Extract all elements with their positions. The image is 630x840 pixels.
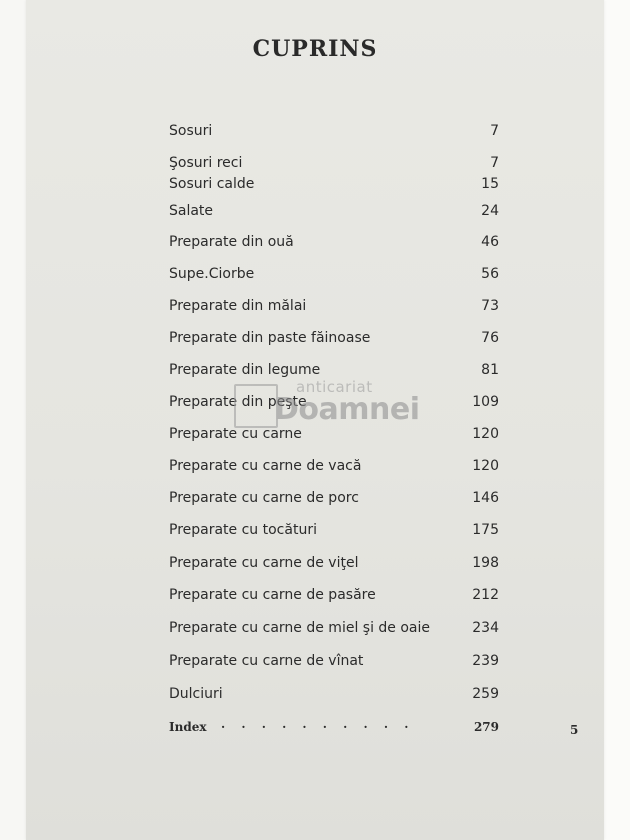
- book-page: [26, 0, 604, 840]
- toc-entry-label: Preparate din legume: [169, 362, 321, 378]
- toc-entry-label: Sosuri calde: [169, 176, 255, 192]
- watermark-main-text: Doamnei: [274, 392, 420, 427]
- toc-entry-page: 212: [472, 587, 499, 603]
- toc-entry-page: 76: [481, 330, 499, 346]
- toc-entry-page: 234: [472, 620, 499, 636]
- toc-entry-page: 198: [472, 555, 499, 571]
- toc-entry-page: 24: [481, 203, 499, 219]
- toc-entry-label: Preparate cu carne de viţel: [169, 555, 359, 571]
- dot-leader: . . . . . . . . . .: [221, 717, 415, 731]
- toc-entry-page: 7: [490, 155, 499, 171]
- toc-entry-page: 15: [481, 176, 499, 192]
- toc-entry-label: Salate: [169, 203, 214, 219]
- page-number: 5: [570, 723, 579, 737]
- toc-entry-page: 175: [472, 522, 499, 538]
- toc-entry-label: Preparate cu carne de vacă: [169, 458, 362, 474]
- toc-entry-label: Preparate din paste făinoase: [169, 330, 371, 346]
- page-title: CUPRINS: [252, 36, 378, 62]
- toc-entry-page: 46: [481, 234, 499, 250]
- toc-entry-page: 56: [481, 266, 499, 282]
- page-edge: [0, 0, 26, 840]
- toc-entry-label: Preparate din peşte: [169, 394, 307, 410]
- watermark-logo: [234, 378, 424, 426]
- toc-entry-page: 259: [472, 686, 499, 702]
- toc-entry-label: Preparate cu carne de porc: [169, 490, 359, 506]
- toc-entry-label: Preparate cu carne: [169, 426, 302, 442]
- toc-entry-label: Supe.Ciorbe: [169, 266, 255, 282]
- toc-entry-page: 120: [472, 426, 499, 442]
- watermark-top-text: anticariat: [296, 378, 373, 396]
- toc-entry-page: 239: [472, 653, 499, 669]
- toc-entry-label: Preparate cu tocături: [169, 522, 317, 538]
- toc-entry-page: 7: [490, 123, 499, 139]
- toc-entry-label: Preparate din mălai: [169, 298, 307, 314]
- toc-index-label: Index: [169, 720, 207, 734]
- toc-index-page: 279: [473, 720, 499, 734]
- toc-entry-page: 146: [472, 490, 499, 506]
- toc-entry-page: 109: [472, 394, 499, 410]
- toc-entry-label: Preparate cu carne de miel şi de oaie: [169, 620, 431, 636]
- toc-entry-page: 120: [472, 458, 499, 474]
- toc-entry-label: Preparate cu carne de vînat: [169, 653, 364, 669]
- toc-entry-page: 81: [481, 362, 499, 378]
- toc-entry-label: Sosuri: [169, 123, 213, 139]
- toc-entry-label: Preparate cu carne de pasăre: [169, 587, 376, 603]
- watermark-box-icon: [234, 384, 278, 428]
- toc-entry-label: Şosuri reci: [169, 155, 243, 171]
- toc-entry-page: 73: [481, 298, 499, 314]
- toc-entry-label: Preparate din ouă: [169, 234, 294, 250]
- toc-entry-label: Dulciuri: [169, 686, 223, 702]
